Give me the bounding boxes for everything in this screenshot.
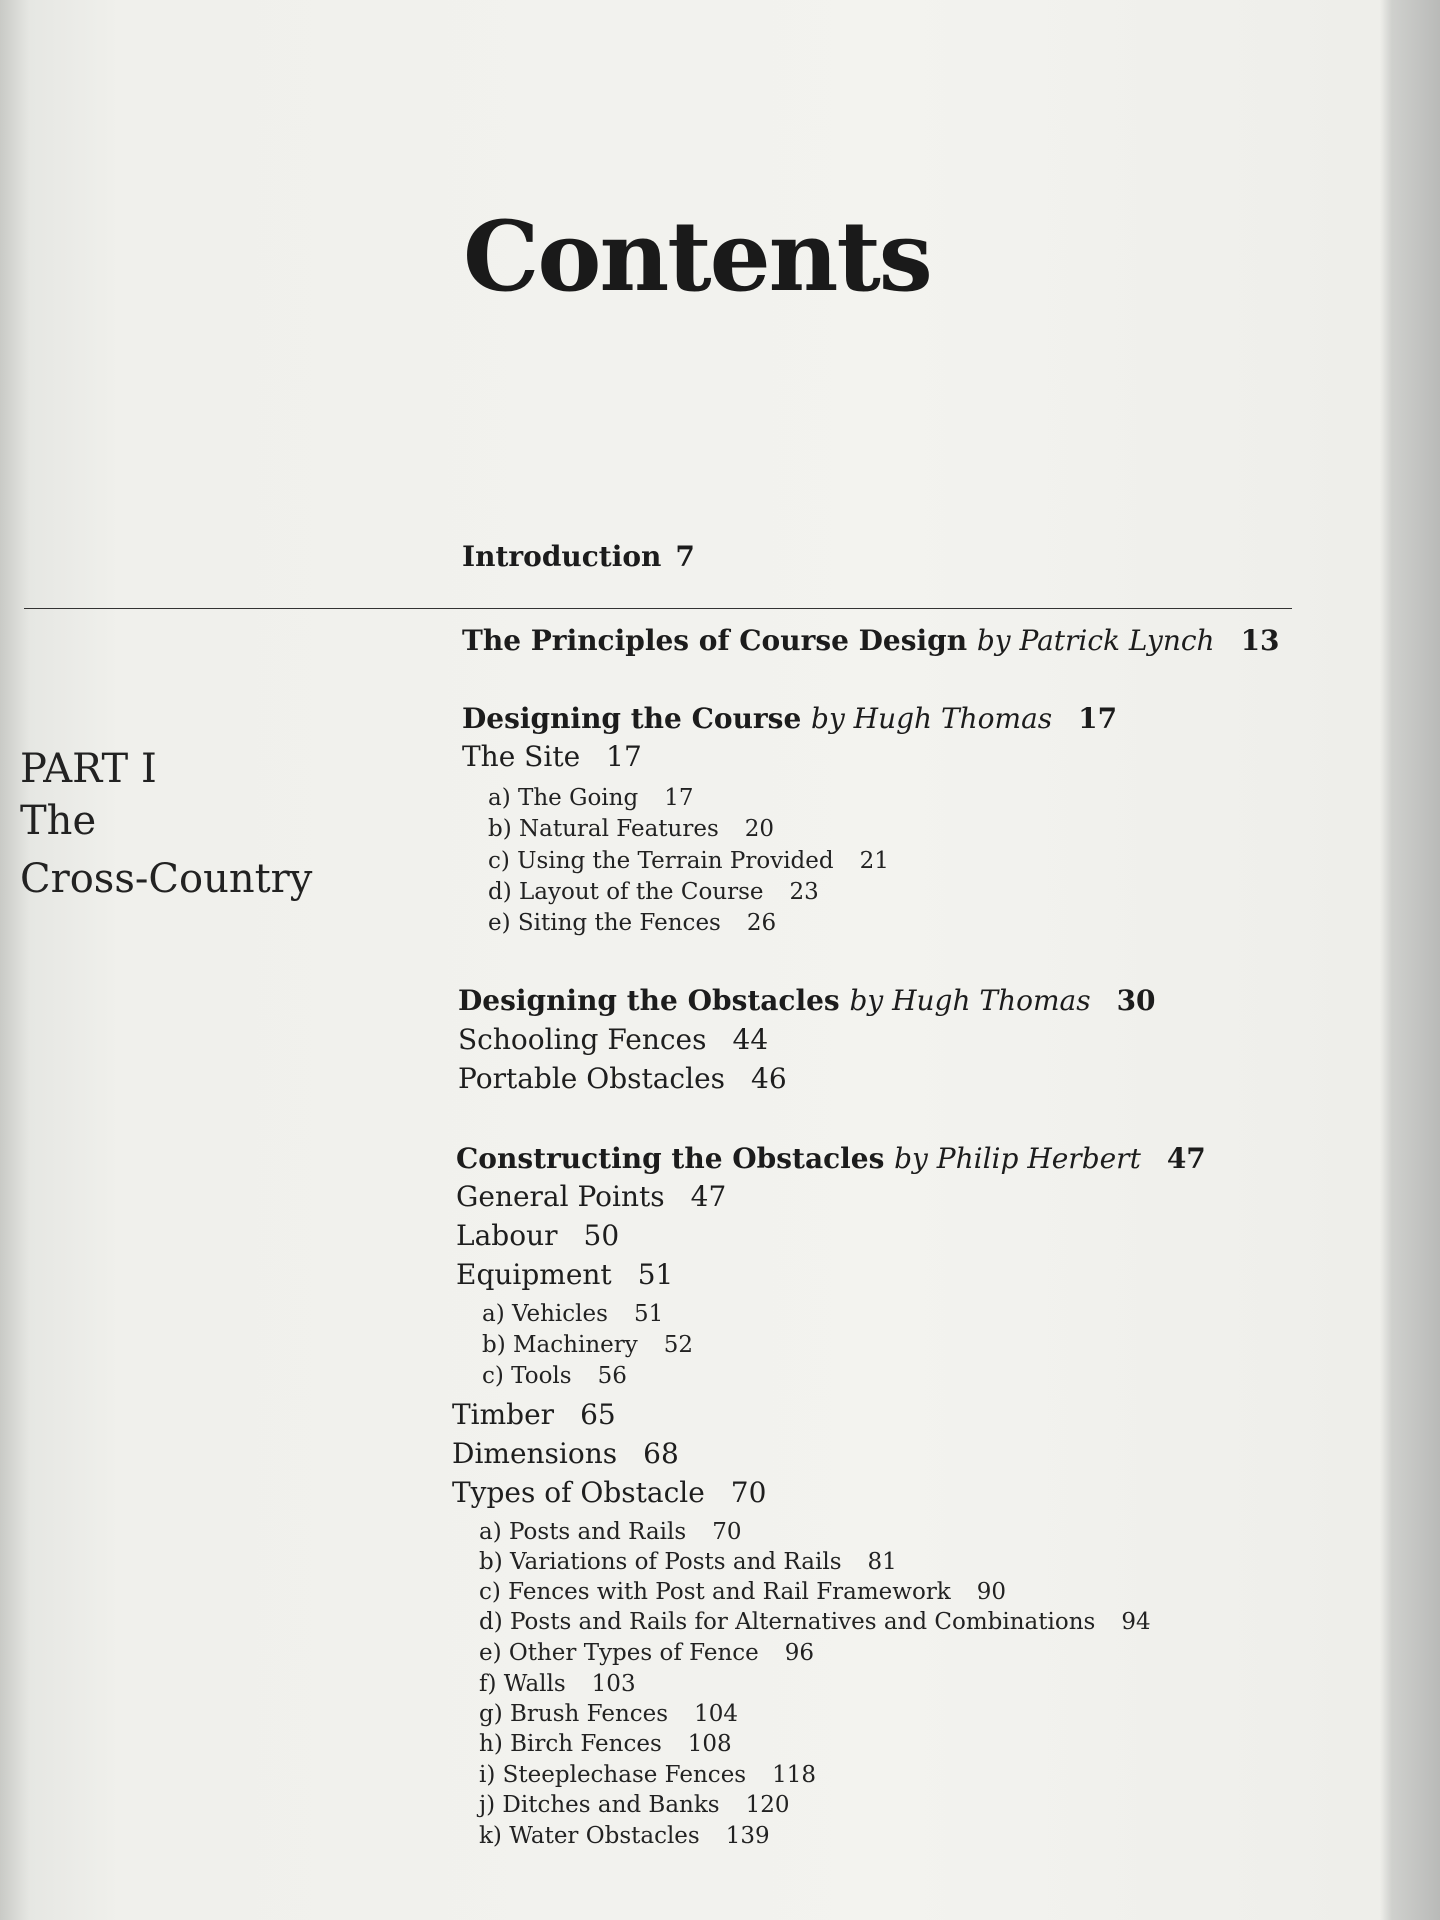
toc-entry-portable-obstacles[interactable]: Portable Obstacles 46 (458, 1062, 787, 1095)
toc-entry-equipment[interactable]: Equipment 51 (456, 1258, 674, 1291)
toc-entry-designing-obstacles[interactable]: Designing the Obstacles by Hugh Thomas 30 (458, 984, 1156, 1017)
toc-entry-constructing-obstacles[interactable]: Constructing the Obstacles by Philip Herbert 47 (456, 1142, 1206, 1175)
toc-subentry-tools[interactable]: c) Tools 56 (482, 1363, 627, 1389)
toc-subentry-walls[interactable]: f) Walls 103 (479, 1671, 636, 1697)
toc-subentry-brush-fences[interactable]: g) Brush Fences 104 (479, 1701, 738, 1727)
toc-subentry-natural-features[interactable]: b) Natural Features 20 (488, 816, 775, 842)
toc-subentry-other-types[interactable]: e) Other Types of Fence 96 (479, 1640, 815, 1666)
toc-entry-dimensions[interactable]: Dimensions 68 (452, 1437, 679, 1470)
toc-entry-schooling-fences[interactable]: Schooling Fences 44 (458, 1023, 769, 1056)
toc-subentry-siting[interactable]: e) Siting the Fences 26 (488, 910, 777, 936)
toc-subentry-variations[interactable]: b) Variations of Posts and Rails 81 (479, 1549, 897, 1575)
toc-entry-principles[interactable]: The Principles of Course Design by Patrick Lynch 13 (462, 624, 1280, 657)
toc-subentry-water-obstacles[interactable]: k) Water Obstacles 139 (479, 1823, 770, 1849)
toc-subentry-vehicles[interactable]: a) Vehicles 51 (482, 1301, 664, 1327)
toc-entry-introduction[interactable]: Introduction 7 (462, 540, 695, 573)
toc-entry-the-site[interactable]: The Site 17 (462, 740, 642, 773)
part-label: PART I (20, 746, 157, 792)
toc-entry-timber[interactable]: Timber 65 (452, 1398, 616, 1431)
part-name-line1: The (20, 798, 97, 844)
toc-subentry-ditches-banks[interactable]: j) Ditches and Banks 120 (479, 1792, 790, 1818)
toc-subentry-steeplechase[interactable]: i) Steeplechase Fences 118 (479, 1762, 817, 1788)
page-title: Contents (463, 200, 931, 313)
toc-subentry-framework[interactable]: c) Fences with Post and Rail Framework 90 (479, 1579, 1007, 1605)
toc-subentry-alternatives[interactable]: d) Posts and Rails for Alternatives and Combinations 94 (479, 1609, 1151, 1635)
part-name-line2: Cross-Country (20, 856, 313, 902)
toc-subentry-going[interactable]: a) The Going 17 (488, 785, 694, 811)
divider-rule (24, 608, 1292, 609)
toc-subentry-machinery[interactable]: b) Machinery 52 (482, 1332, 694, 1358)
part-name (20, 792, 312, 908)
toc-subentry-posts-rails[interactable]: a) Posts and Rails 70 (479, 1519, 742, 1545)
toc-entry-general-points[interactable]: General Points 47 (456, 1180, 727, 1213)
toc-entry-labour[interactable]: Labour 50 (456, 1219, 620, 1252)
toc-entry-types-of-obstacle[interactable]: Types of Obstacle 70 (452, 1476, 767, 1509)
toc-subentry-layout[interactable]: d) Layout of the Course 23 (488, 879, 819, 905)
toc-entry-designing-course[interactable]: Designing the Course by Hugh Thomas 17 (462, 702, 1118, 735)
toc-subentry-terrain[interactable]: c) Using the Terrain Provided 21 (488, 848, 889, 874)
toc-subentry-birch-fences[interactable]: h) Birch Fences 108 (479, 1731, 732, 1757)
